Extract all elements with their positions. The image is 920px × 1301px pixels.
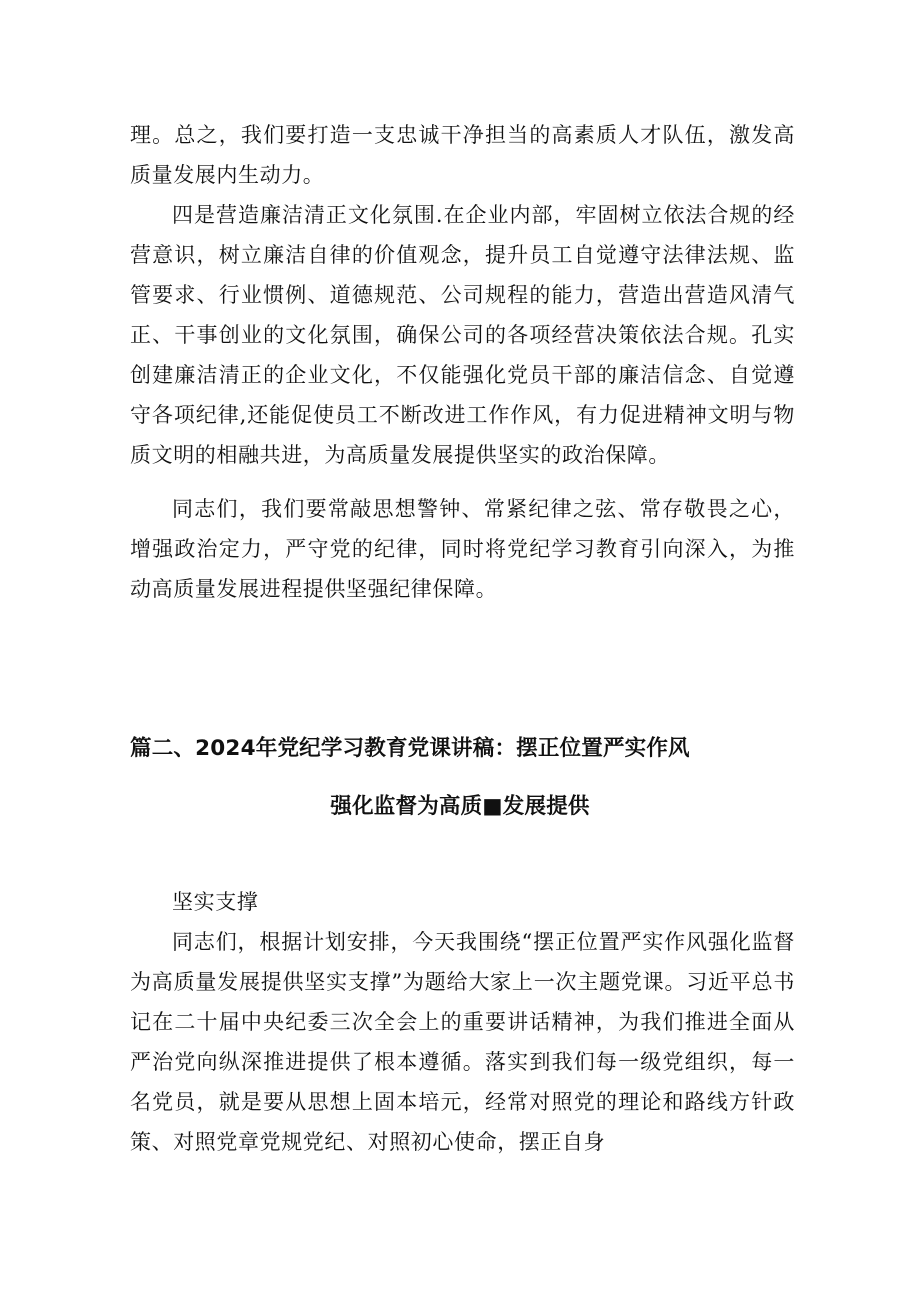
paragraph-closing: 同志们，我们要常敲思想警钟、常紧纪律之弦、常存敬畏之心，增强政治定力，严守党的纪律，同时将党纪学习教育引向深入，为推动高质量发展进程提供坚强纪律保障。 bbox=[130, 497, 795, 601]
paragraph-intro: 同志们，根据计划安排，今天我围绕“摆正位置严实作风强化监督为高质量发展提供坚实支撑”为题给大家上一次主题党课。习近平总书记在二十届中央纪委三次全会上的重要讲话精神，为我们推进全面从严治党向纵深推进提供了根本遵循。落实到我们每一级党组织，每一名党员，就是要从思想上固本培元，经常对照党的理论和路线方针政策、对照党章党规党纪、对照初心使命，摆正自身 bbox=[130, 930, 795, 1154]
section2-heading-line1: 篇二、2024年党纪学习教育党课讲稿：摆正位置严实作风 bbox=[130, 736, 690, 761]
section1-body bbox=[130, 115, 795, 609]
paragraph-heading-continuation: 坚实支撑 bbox=[172, 890, 259, 914]
section2-body bbox=[130, 882, 795, 1162]
paragraph-continued: 理。总之，我们要打造一支忠诚干净担当的高素质人才队伍，激发高质量发展内生动力。 bbox=[130, 123, 795, 187]
paragraph-point-four: 四是营造廉洁清正文化氛围.在企业内部，牢固树立依法合规的经营意识，树立廉洁自律的价值观念，提升员工自觉遵守法律法规、监管要求、行业惯例、道德规范、公司规程的能力，营造出营造风清气正、干事创业的文化氛围，确保公司的各项经营决策依法合规。孔实创建廉洁清正的企业文化，不仅能强化党员干部的廉洁信念、自觉遵守各项纪律,还能促使员工不断改进工作作风，有力促进精神文明与物质文明的相融共进，为高质量发展提供坚实的政治保障。 bbox=[130, 203, 795, 467]
section2-heading-line2: 强化监督为高质■发展提供 bbox=[330, 794, 590, 819]
